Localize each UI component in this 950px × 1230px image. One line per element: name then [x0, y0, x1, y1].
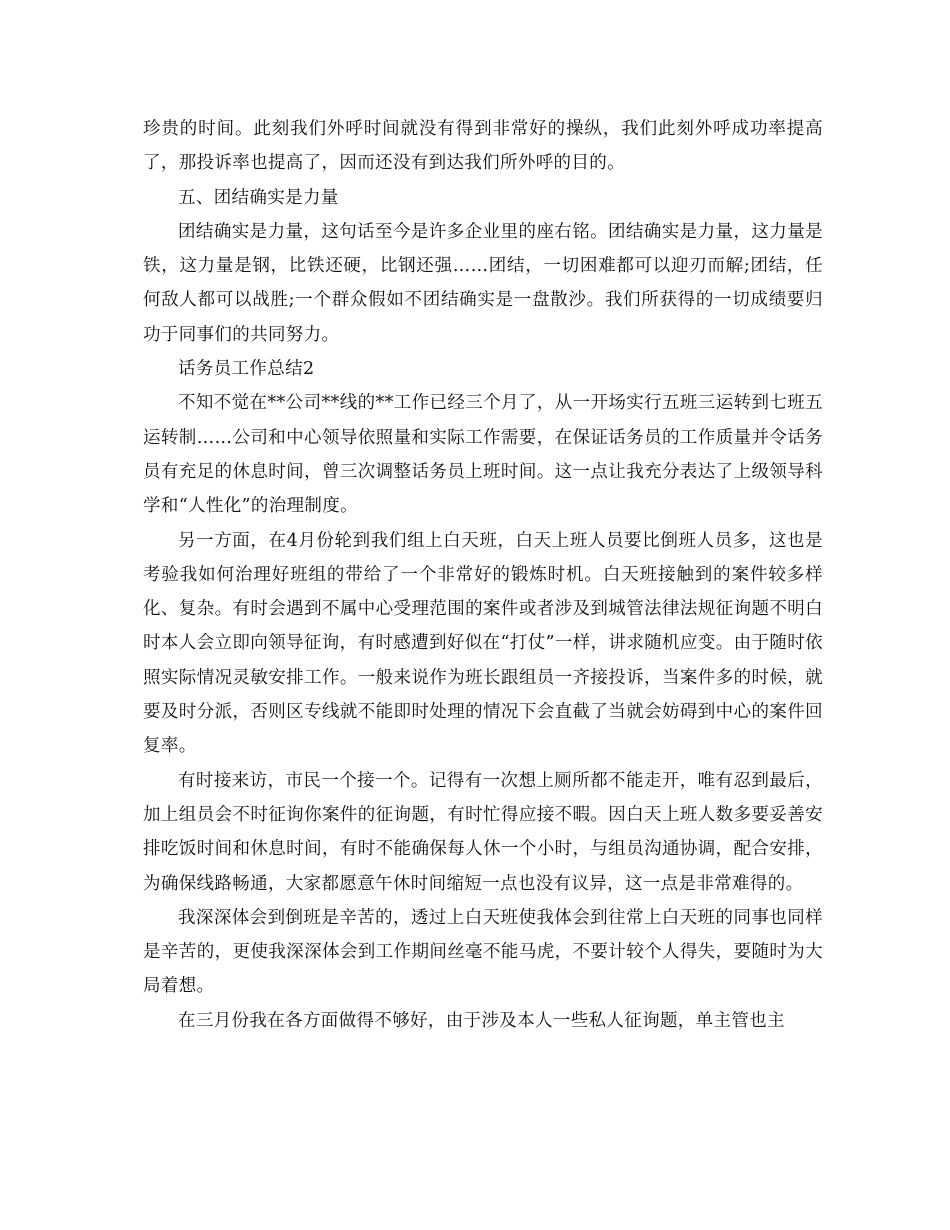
- paragraph-continuation: 珍贵的时间。此刻我们外呼时间就没有得到非常好的操纵，我们此刻外呼成功率提高了，那投诉率也提高了，因而还没有到达我们所外呼的目的。: [143, 119, 823, 174]
- paragraph-three-months: 不知不觉在**公司**线的**工作已经三个月了，从一开场实行五班三运转到七班五运转制……公司和中心领导依照量和实际工作需要，在保证话务员的工作质量并令话务员有充足的休息时间，曾三次调整话务员上班时间。这一点让我充分表达了上级领导科学和“人性化”的治理制度。: [143, 393, 823, 517]
- paragraph-march: 在三月份我在各方面做得不够好，由于涉及本人一些私人征询题，单主管也主: [178, 1010, 785, 1031]
- section-title-summary-2: 话务员工作总结2: [178, 359, 315, 380]
- section-heading-five: 五、团结确实是力量: [178, 187, 339, 208]
- paragraph-day-shift: 另一方面，在4月份轮到我们组上白天班，白天上班人员要比倒班人员多，这也是考验我如何治理好班组的带给了一个非常好的锻炼时机。白天班接触到的案件较多样化、复杂。有时会遇到不属中心受理范围的案件或者涉及到城管法律法规征询题不明白时本人会立即向领导征询，有时感遭到好似在“打仗”一样，讲求随机应变。由于随时依照实际情况灵敏安排工作。一般来说作为班长跟组员一齐接投诉，当案件多的时候，就要及时分派，否则区专线就不能即时处理的情况下会直截了当就会妨碍到中心的案件回复率。: [143, 530, 823, 757]
- paragraph-visitors: 有时接来访，市民一个接一个。记得有一次想上厕所都不能走开，唯有忍到最后，加上组员会不时征询你案件的征询题，有时忙得应接不暇。因白天上班人数多要妥善安排吃饭时间和休息时间，有时不能确保每人休一个小时，与组员沟通协调，配合安排，为确保线路畅通，大家都愿意午休时间缩短一点也没有议异，这一点是非常难得的。: [143, 770, 823, 894]
- paragraph-unity: 团结确实是力量，这句话至今是许多企业里的座右铭。团结确实是力量，这力量是铁，这力量是钢，比铁还硬，比钢还强……团结，一切困难都可以迎刃而解;团结，任何敌人都可以战胜;一个群众假如不团结确实是一盘散沙。我们所获得的一切成绩要归功于同事们的共同努力。: [143, 221, 823, 345]
- paragraph-reflection: 我深深体会到倒班是辛苦的，透过上白天班使我体会到往常上白天班的同事也同样是辛苦的，更使我深深体会到工作期间丝毫不能马虎，不要计较个人得失，要随时为大局着想。: [143, 907, 823, 997]
- document-body: [143, 112, 823, 1038]
